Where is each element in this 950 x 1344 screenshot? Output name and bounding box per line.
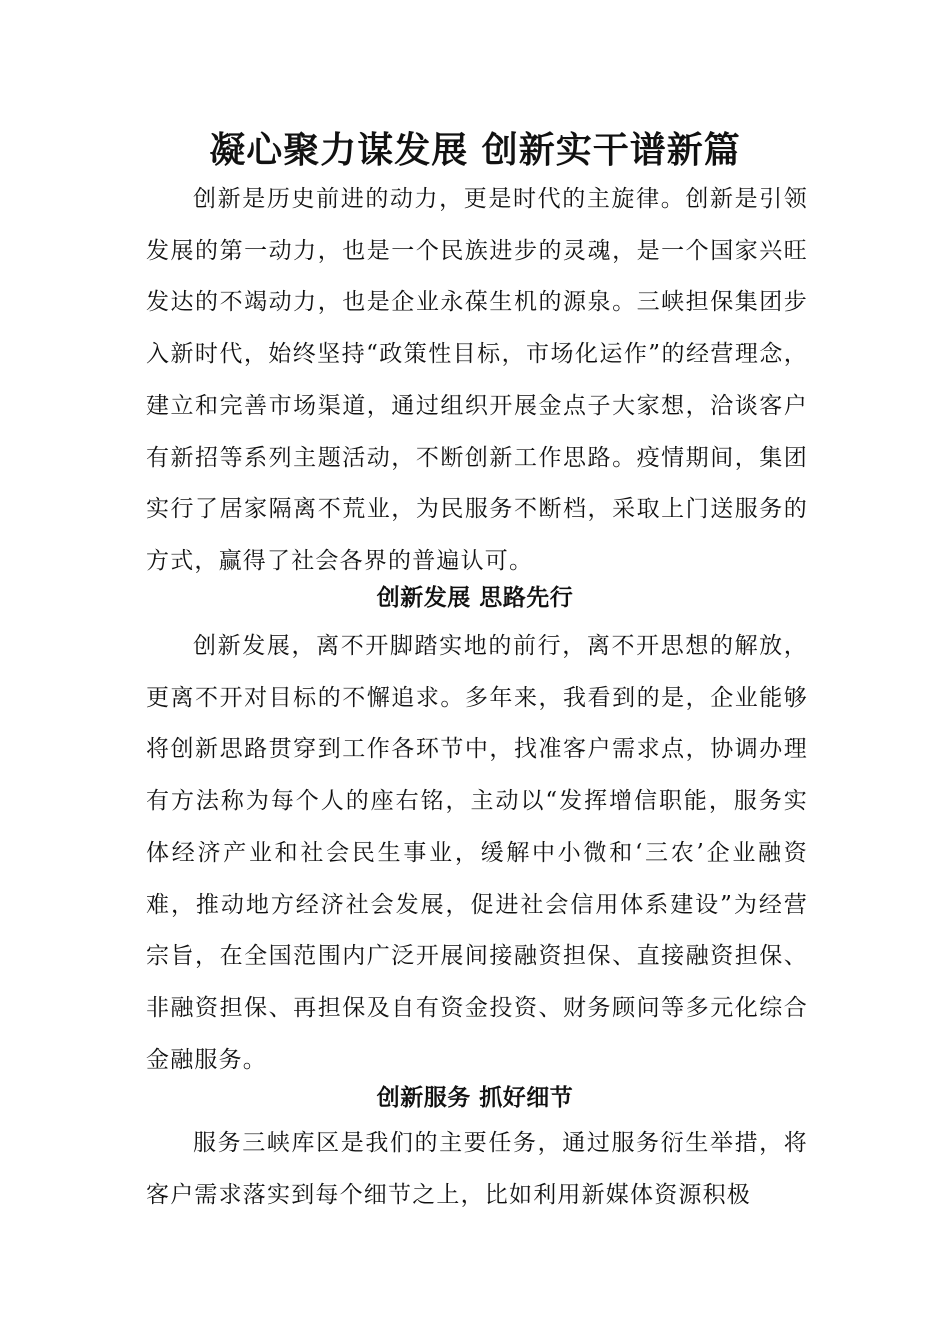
section-heading-innovation-service: 创新服务 抓好细节 bbox=[376, 1085, 574, 1111]
document-title: 凝心聚力谋发展 创新实干谱新篇 bbox=[209, 129, 741, 171]
section-paragraph-innovation-development: 创新发展，离不开脚踏实地的前行，离不开思想的解放，更离不开对目标的不懈追求。多年来，我看到的是，企业能够将创新思路贯穿到工作各环节中，找准客户需求点，协调办理有方法称为每个人的座右铭，主动以“发挥增信职能，服务实体经济产业和社会民生事业，缓解中小微和‘三农’企业融资难，推动地方经济社会发展，促进社会信用体系建设”为经营宗旨，在全国范围内广泛开展间接融资担保、直接融资担保、非融资担保、再担保及自有资金投资、财务顾问等多元化综合金融服务。 bbox=[146, 633, 808, 1073]
intro-paragraph: 创新是历史前进的动力，更是时代的主旋律。创新是引领发展的第一动力，也是一个民族进步的灵魂，是一个国家兴旺发达的不竭动力，也是企业永葆生机的源泉。三峡担保集团步入新时代，始终坚持“政策性目标，市场化运作”的经营理念，建立和完善市场渠道，通过组织开展金点子大家想，洽谈客户有新招等系列主题活动，不断创新工作思路。疫情期间，集团实行了居家隔离不荒业，为民服务不断档，采取上门送服务的方式，赢得了社会各界的普遍认可。 bbox=[146, 186, 808, 574]
section-heading-innovation-development: 创新发展 思路先行 bbox=[376, 585, 574, 611]
section-paragraph-innovation-service: 服务三峡库区是我们的主要任务，通过服务衍生举措，将客户需求落实到每个细节之上，比如利用新媒体资源积极 bbox=[146, 1130, 808, 1208]
